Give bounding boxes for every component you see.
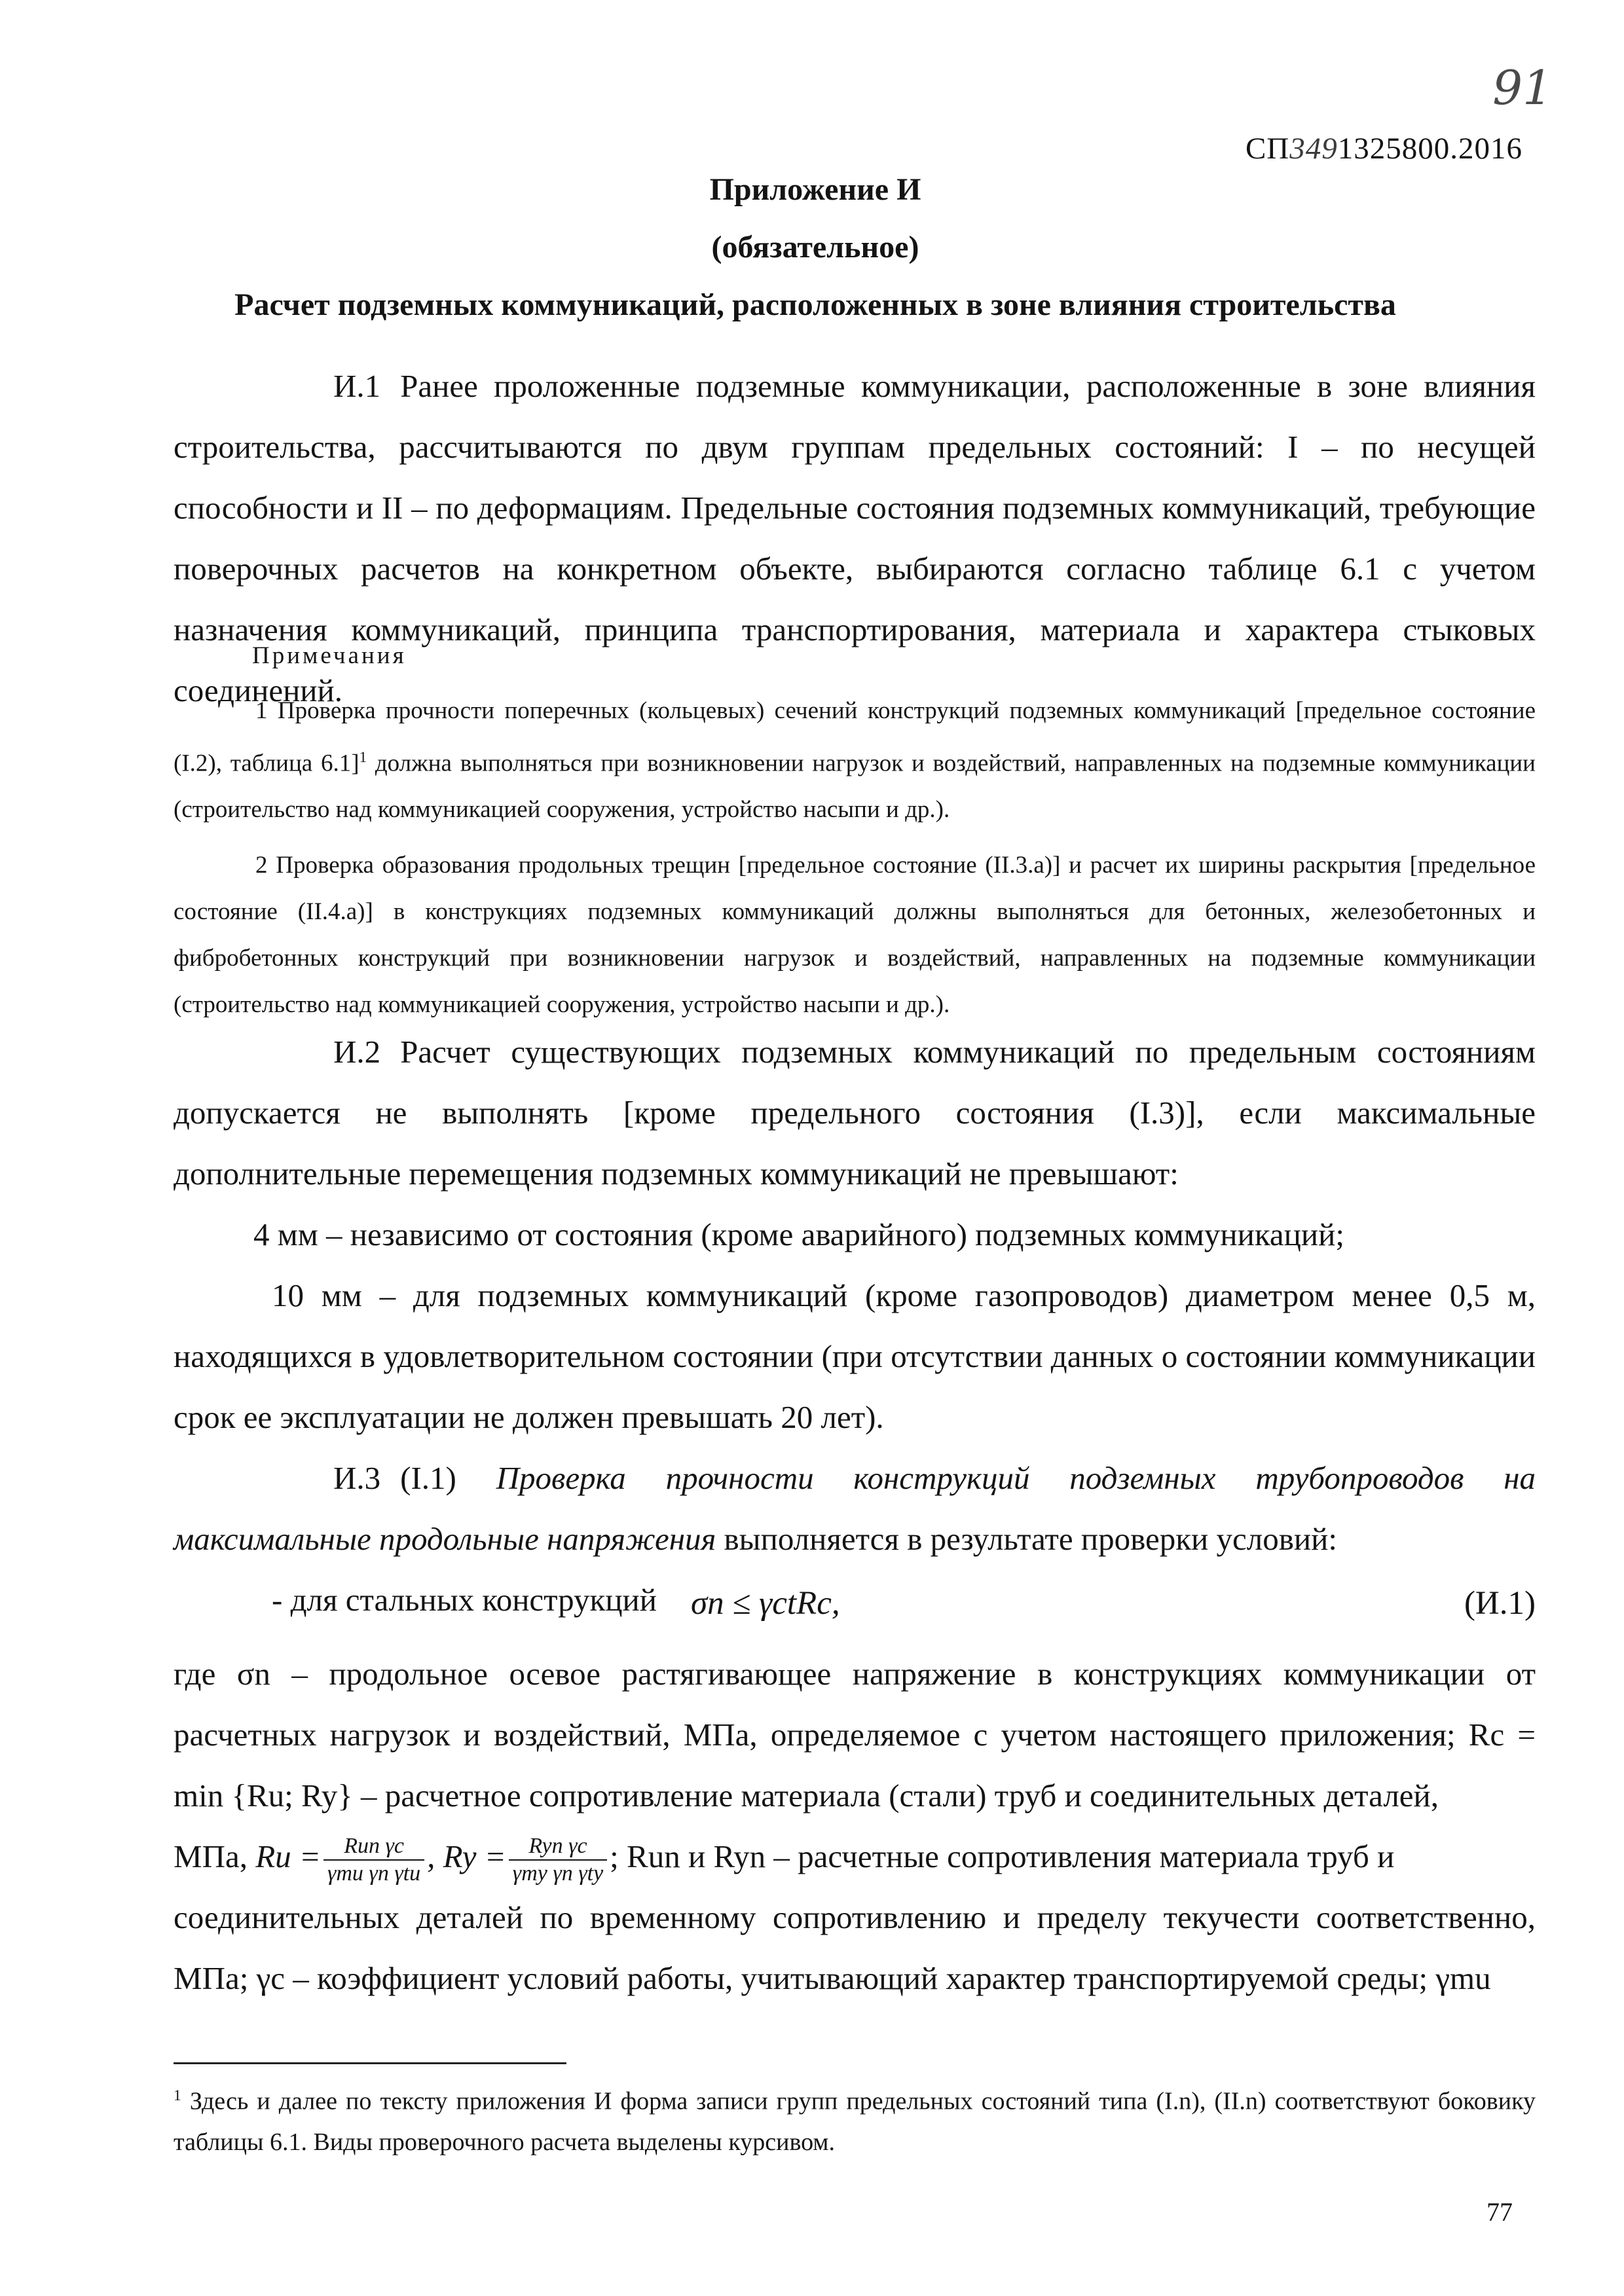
section-3-paragraph bbox=[174, 1448, 1536, 1569]
handwritten-page-number: 91 bbox=[1492, 60, 1553, 115]
ru-label: Ru = bbox=[255, 1838, 321, 1874]
appendix-name: Расчет подземных коммуникаций, расположенных в зоне влияния строительства bbox=[234, 287, 1396, 322]
section-2-paragraph bbox=[174, 1021, 1536, 1204]
section-3-italic: Проверка прочности конструкций подземных трубопроводов на максимальные продольные напряжения bbox=[174, 1460, 1536, 1557]
note-1-footnote-ref: 1 bbox=[359, 749, 367, 765]
section-3-rest: выполняется в результате проверки условий: bbox=[716, 1521, 1337, 1557]
note-1-text-a: 1 Проверка прочности поперечных (кольцевых) сечений конструкций подземных коммуникаций [предельное состояние (I.2), таблица 6.1] bbox=[174, 697, 1536, 777]
fraction-ry-bottom: γmy γn γty bbox=[512, 1861, 604, 1886]
page-number: 77 bbox=[1486, 2197, 1513, 2227]
fraction-ru-top: Run γc bbox=[323, 1833, 424, 1861]
appendix-title: Приложение И bbox=[709, 172, 921, 207]
where-text-1: где σn – продольное осевое растягивающее напряжение в конструкциях коммуникации от расчетных нагрузок и воздействий, МПа, определяемое с учетом настоящего приложения; Rc = min {Ru; Ry} – расчетное сопротивление материала (стали) труб и соединительных деталей, bbox=[174, 1656, 1536, 1813]
appendix-status: (обязательное) bbox=[711, 230, 919, 264]
section-3-ref: (I.1) bbox=[400, 1460, 456, 1496]
formula-expression: σп ≤ γctRc, bbox=[691, 1585, 840, 1622]
fraction-ru-bottom: γmu γn γtu bbox=[327, 1861, 421, 1886]
where-text-2 bbox=[174, 1826, 1536, 1887]
section-2 bbox=[174, 1021, 1536, 1630]
section-3-bullet: - для стальных конструкций bbox=[272, 1582, 657, 1618]
note-2: 2 Проверка образования продольных трещин [предельное состояние (II.3.а)] и расчет их ширины раскрытия [предельное состояние (II.4.а)] в конструкциях подземных коммуникаций должны выполняться для бетонных, железобетонных и фибробетонных конструкций при возникновении нагрузок и воздействий, направленных на подземные коммуникации (строительство над коммуникацией сооружения, устройство насыпи и др.). bbox=[174, 852, 1536, 1019]
section-1-text: Ранее проложенные подземные коммуникации, расположенные в зоне влияния строительства, рассчитываются по двум группам предельных состояний: I – по несущей способности и II – по деформациям. Предельные состояния подземных коммуникаций, требующие поверочных расчетов на конкретном объекте, выбираются согласно таблице 6.1 с учетом назначения коммуникаций, принципа транспортирования, материала и характера стыковых соединений. bbox=[174, 368, 1536, 708]
section-2-item-1: 4 мм – независимо от состояния (кроме аварийного) подземных коммуникаций; bbox=[253, 1216, 1344, 1252]
doc-code-suffix: 1325800.2016 bbox=[1337, 132, 1522, 166]
footnote bbox=[174, 2075, 1536, 2162]
section-2-text: Расчет существующих подземных коммуникаций по предельным состояниям допускается не выполнять [кроме предельного состояния (I.3)], если максимальные дополнительные перемещения подземных коммуникаций не превышают: bbox=[174, 1034, 1536, 1192]
fraction-ru bbox=[323, 1833, 424, 1887]
footnote-marker: 1 bbox=[174, 2087, 181, 2104]
where-2-rest: ; Run и Ryn – расчетные сопротивления материала труб и bbox=[610, 1838, 1395, 1874]
section-2-item-2: 10 мм – для подземных коммуникаций (кроме газопроводов) диаметром менее 0,5 м, находящихся в удовлетворительном состоянии (при отсутствии данных о состоянии коммуникации срок ее эксплуатации не должен превышать 20 лет). bbox=[174, 1277, 1536, 1435]
where-text-3: соединительных деталей по временному сопротивлению и пределу текучести соответственно, МПа; γc – коэффициент условий работы, учитывающий характер транспортируемой среды; γmu bbox=[174, 1899, 1536, 1996]
formula-i1 bbox=[174, 1584, 1536, 1643]
footnote-text: Здесь и далее по тексту приложения И форма записи групп предельных состояний типа (I.n), (II.n) соответствуют боковику таблицы 6.1. Виды проверочного расчета выделены курсивом. bbox=[174, 2087, 1536, 2156]
section-2-number: И.2 bbox=[333, 1034, 381, 1070]
fraction-ry bbox=[509, 1833, 607, 1887]
document-code bbox=[1246, 131, 1522, 166]
formula-explanation bbox=[174, 1643, 1536, 2009]
footnote-rule bbox=[174, 2062, 566, 2064]
doc-code-handwritten: 349 bbox=[1289, 132, 1338, 166]
formula-number: (И.1) bbox=[1464, 1585, 1536, 1622]
note-1 bbox=[174, 687, 1536, 833]
notes-block bbox=[174, 687, 1536, 1028]
note-1-text-b: должна выполняться при возникновении нагрузок и воздействий, направленных на подземные коммуникации (строительство над коммуникацией сооружения, устройство насыпи и др.). bbox=[174, 750, 1536, 824]
where-2-mpa: МПа, bbox=[174, 1838, 256, 1874]
fraction-ry-top: Ryn γc bbox=[509, 1833, 607, 1861]
section-3-number: И.3 bbox=[333, 1460, 381, 1496]
section-1-number: И.1 bbox=[333, 368, 381, 404]
notes-title: Примечания bbox=[252, 642, 407, 669]
doc-code-prefix: СП bbox=[1245, 132, 1290, 166]
ry-label: , Ry = bbox=[427, 1838, 506, 1874]
